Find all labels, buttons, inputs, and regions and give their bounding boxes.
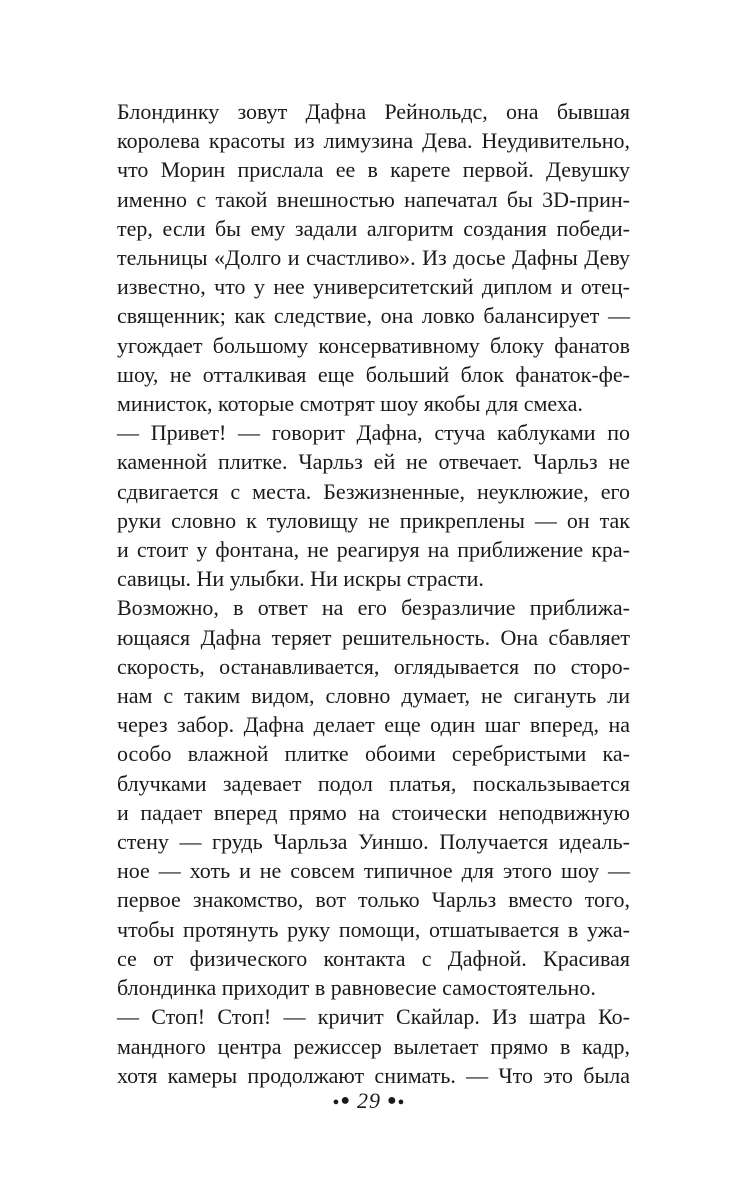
text-line: особо влажной плитке обоими серебристыми ка- (117, 741, 630, 767)
text-line: нам с таким видом, словно думает, не сигануть ли (117, 683, 630, 709)
text-line: шоу, не отталкивая еще больший блок фанаток-фе- (117, 361, 630, 387)
text-line: именно с такой внешностью напечатал бы 3D-прин- (117, 186, 630, 212)
text-line: каменной плитке. Чарльз ей не отвечает. Чарльз не (117, 449, 630, 475)
text-line: священник; как следствие, она ловко балансирует — (117, 303, 630, 329)
text-line: мандного центра режиссер вылетает прямо в кадр, (117, 1033, 630, 1059)
text-line: Возможно, в ответ на его безразличие приближа- (117, 595, 630, 621)
text-line: — Привет! — говорит Дафна, стуча каблуками по (117, 420, 630, 446)
text-line: блондинка приходит в равновесие самостоятельно. (117, 975, 596, 1001)
text-line: сдвигается с места. Безжизненные, неуклюжие, его (117, 478, 630, 504)
text-line: через забор. Дафна делает еще один шаг вперед, на (117, 712, 630, 738)
text-line: чтобы протянуть руку помощи, отшатывается в ужа- (117, 916, 630, 942)
decorative-dots-left: ●● (332, 1091, 351, 1109)
text-line: что Морин прислала ее в карете первой. Девушку (117, 157, 630, 183)
text-line: блучками задевает подол платья, поскальзывается (117, 770, 630, 796)
text-line: руки словно к туловищу не прикреплены — он так (117, 507, 630, 533)
text-line: ное — хоть и не совсем типичное для этого шоу — (117, 858, 630, 884)
text-line: ющаяся Дафна теряет решительность. Она сбавляет (117, 624, 630, 650)
text-line: министок, которые смотрят шоу якобы для смеха. (117, 391, 583, 417)
text-line: скорость, останавливается, оглядывается по сторо- (117, 653, 630, 679)
text-line: первое знакомство, вот только Чарльз вместо того, (117, 887, 630, 913)
text-line: известно, что у нее университетский диплом и отец- (117, 274, 630, 300)
page-number-footer (0, 1088, 738, 1114)
text-line: королева красоты из лимузина Дева. Неудивительно, (117, 128, 630, 154)
page-number: 29 (357, 1088, 381, 1113)
text-line: и стоит у фонтана, не реагируя на приближение кра- (117, 537, 630, 563)
text-line: — Стоп! Стоп! — кричит Скайлар. Из шатра Ко- (117, 1004, 630, 1030)
text-line: стену — грудь Чарльза Уиншо. Получается идеаль- (117, 829, 630, 855)
text-line: хотя камеры продолжают снимать. — Что это была (117, 1062, 630, 1088)
text-line: Блондинку зовут Дафна Рейнольдс, она бывшая (117, 99, 630, 124)
text-line: савицы. Ни улыбки. Ни искры страсти. (117, 566, 484, 592)
text-line: и падает вперед прямо на стоически неподвижную (117, 799, 630, 825)
text-line: тер, если бы ему задали алгоритм создания победи- (117, 215, 630, 241)
text-line: тельницы «Долго и счастливо». Из досье Дафны Деву (117, 245, 630, 271)
text-line: се от физического контакта с Дафной. Красивая (117, 945, 630, 971)
decorative-dots-right: ●● (387, 1091, 406, 1109)
body-text (117, 97, 630, 1090)
text-line: угождает большому консервативному блоку фанатов (117, 332, 630, 358)
